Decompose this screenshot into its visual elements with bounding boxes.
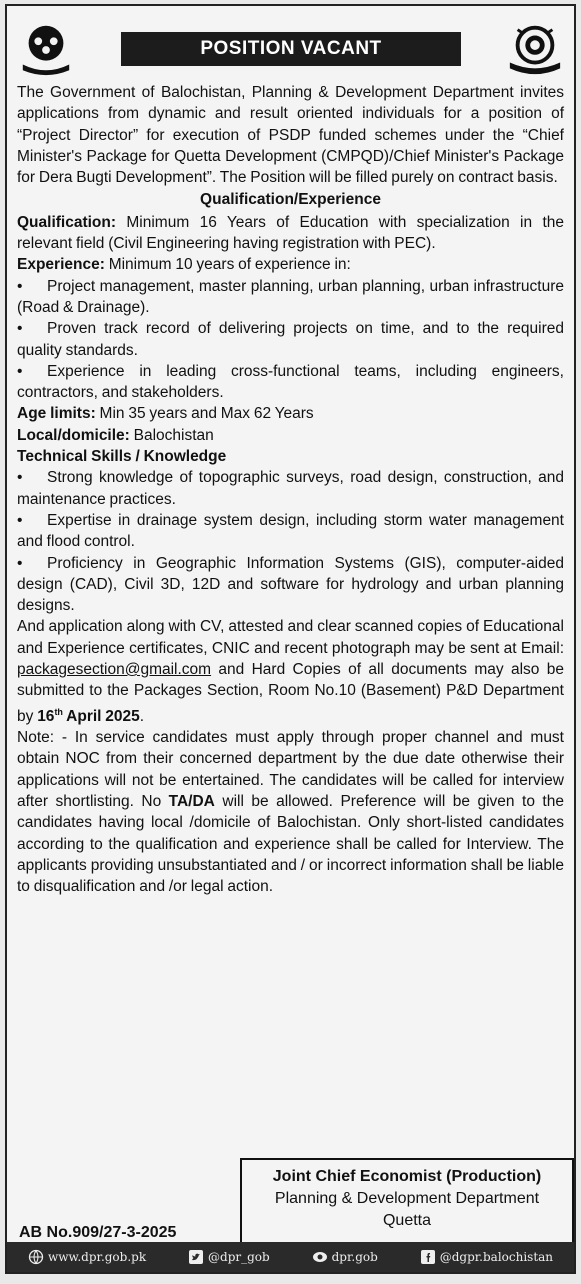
signature-block [240,1158,574,1246]
age-text: Min 35 years and Max 62 Years [95,405,314,423]
deadline-date [37,708,140,725]
skills-heading: Technical Skills / Knowledge [17,448,227,466]
skill-item: Strong knowledge of topographic surveys, road design, construction, and maintenance practices. [17,469,564,508]
list-item [17,276,564,319]
skill-item: Proficiency in Geographic Information Systems (GIS), computer-aided design (CAD), Civil 3D, 12D and software for hydrology and urban planning designs. [17,554,564,615]
bullet-icon: • [17,511,23,529]
signature-department: Planning & Development Department [274,1190,540,1207]
bullet-icon: • [17,362,23,380]
note-text: Note: - In service candidates must apply through proper channel and must obtain NOC from their concerned department by the due date otherwise their applications will not be entertained. The candidates will be called for interview after shortlisting. No [17,729,564,810]
list-item [17,510,564,553]
advertisement-body [7,82,574,897]
domicile-label: Local/domicile: [17,426,130,444]
ab-number: AB No.909/27-3-2025 [19,1224,177,1241]
signature-title: Joint Chief Economist (Production) [272,1168,542,1185]
intro-paragraph: The Government of Balochistan, Planning & Development Department invites applications from dynamic and result oriented individuals for a position of “Project Director” for execution of PSDP funded schemes under the “Chief Minister's Package for Quetta Development (CMPQD)/Chief Minister's Package for Dera Bugti Development”. The Position will be filled purely on contract basis. [17,84,564,187]
dpr-logo-icon [312,1249,328,1265]
application-text-continued: and Hard Copies of all documents may also be submitted to the Packages Section, Room No.10 (Basement) P&D Department by [17,661,564,725]
experience-label: Experience: [17,256,105,274]
list-item [17,467,564,510]
footer-facebook[interactable] [420,1249,553,1265]
domicile-text: Balochistan [129,426,214,444]
footer-twitter[interactable] [188,1249,270,1265]
government-seal-right-icon [506,20,564,78]
bullet-icon: • [17,469,23,487]
experience-item: Experience in leading cross-functional teams, including engineers, contractors, and stakeholders. [17,362,564,402]
experience-item: Proven track record of delivering projects on time, and to the required quality standards. [17,320,564,359]
qualification-paragraph [17,212,564,255]
experience-paragraph [17,254,564,275]
footer-facebook-text: @dgpr.balochistan [439,1250,554,1264]
experience-item: Project management, master planning, urban planning, urban infrastructure (Road & Drainage). [17,277,564,316]
age-label: Age limits: [17,405,96,423]
deadline-day-suffix: th [54,706,63,717]
advertisement-page [5,4,576,1274]
deadline-day: 16 [37,707,55,725]
qualification-label: Qualification: [17,213,117,231]
application-end: . [139,707,145,725]
list-item [17,553,564,617]
twitter-icon [188,1249,204,1265]
email-link[interactable]: packagesection@gmail.com [17,661,212,679]
domicile-paragraph [17,425,564,446]
qualification-heading: Qualification/Experience [200,191,381,209]
note-paragraph [17,727,564,897]
signature-city: Quetta [382,1212,432,1229]
experience-text: Minimum 10 years of experience in: [104,256,351,274]
age-paragraph [17,403,564,424]
page-title: POSITION VACANT [121,32,461,66]
footer-web[interactable] [28,1249,146,1265]
note-tada: TA/DA [168,792,215,810]
application-paragraph [17,616,564,727]
header [7,6,574,82]
government-seal-left-icon [17,20,75,78]
bullet-icon: • [17,554,23,572]
list-item [17,361,564,404]
footer-dpr-text: dpr.gob [331,1250,378,1264]
deadline-month-year: April 2025 [62,707,140,725]
skill-item: Expertise in drainage system design, including storm water management and flood control. [17,511,564,551]
footer-dpr[interactable] [312,1249,378,1265]
footer [7,1242,574,1272]
bullet-icon: • [17,277,23,295]
application-text: And application along with CV, attested and clear scanned copies of Educational and Experience certificates, CNIC and recent photograph may be sent at Email: [17,618,564,657]
globe-icon [28,1249,44,1265]
footer-twitter-text: @dpr_gob [208,1250,270,1264]
note-text-continued: will be allowed. Preference will be given to the candidates having local /domicile of Balochistan. Only short-listed candidates according to the qualification and experience shall be called for Interview. The applicants providing unsubstantiated and / or incorrect information shall be liable to disqualification and /or legal action. [17,792,564,896]
footer-web-text: www.dpr.gob.pk [47,1250,147,1264]
qualification-text: Minimum 16 Years of Education with specialization in the relevant field (Civil Engineering having registration with PEC). [17,213,564,253]
facebook-icon [420,1249,436,1265]
list-item [17,318,564,361]
bullet-icon: • [17,320,23,338]
